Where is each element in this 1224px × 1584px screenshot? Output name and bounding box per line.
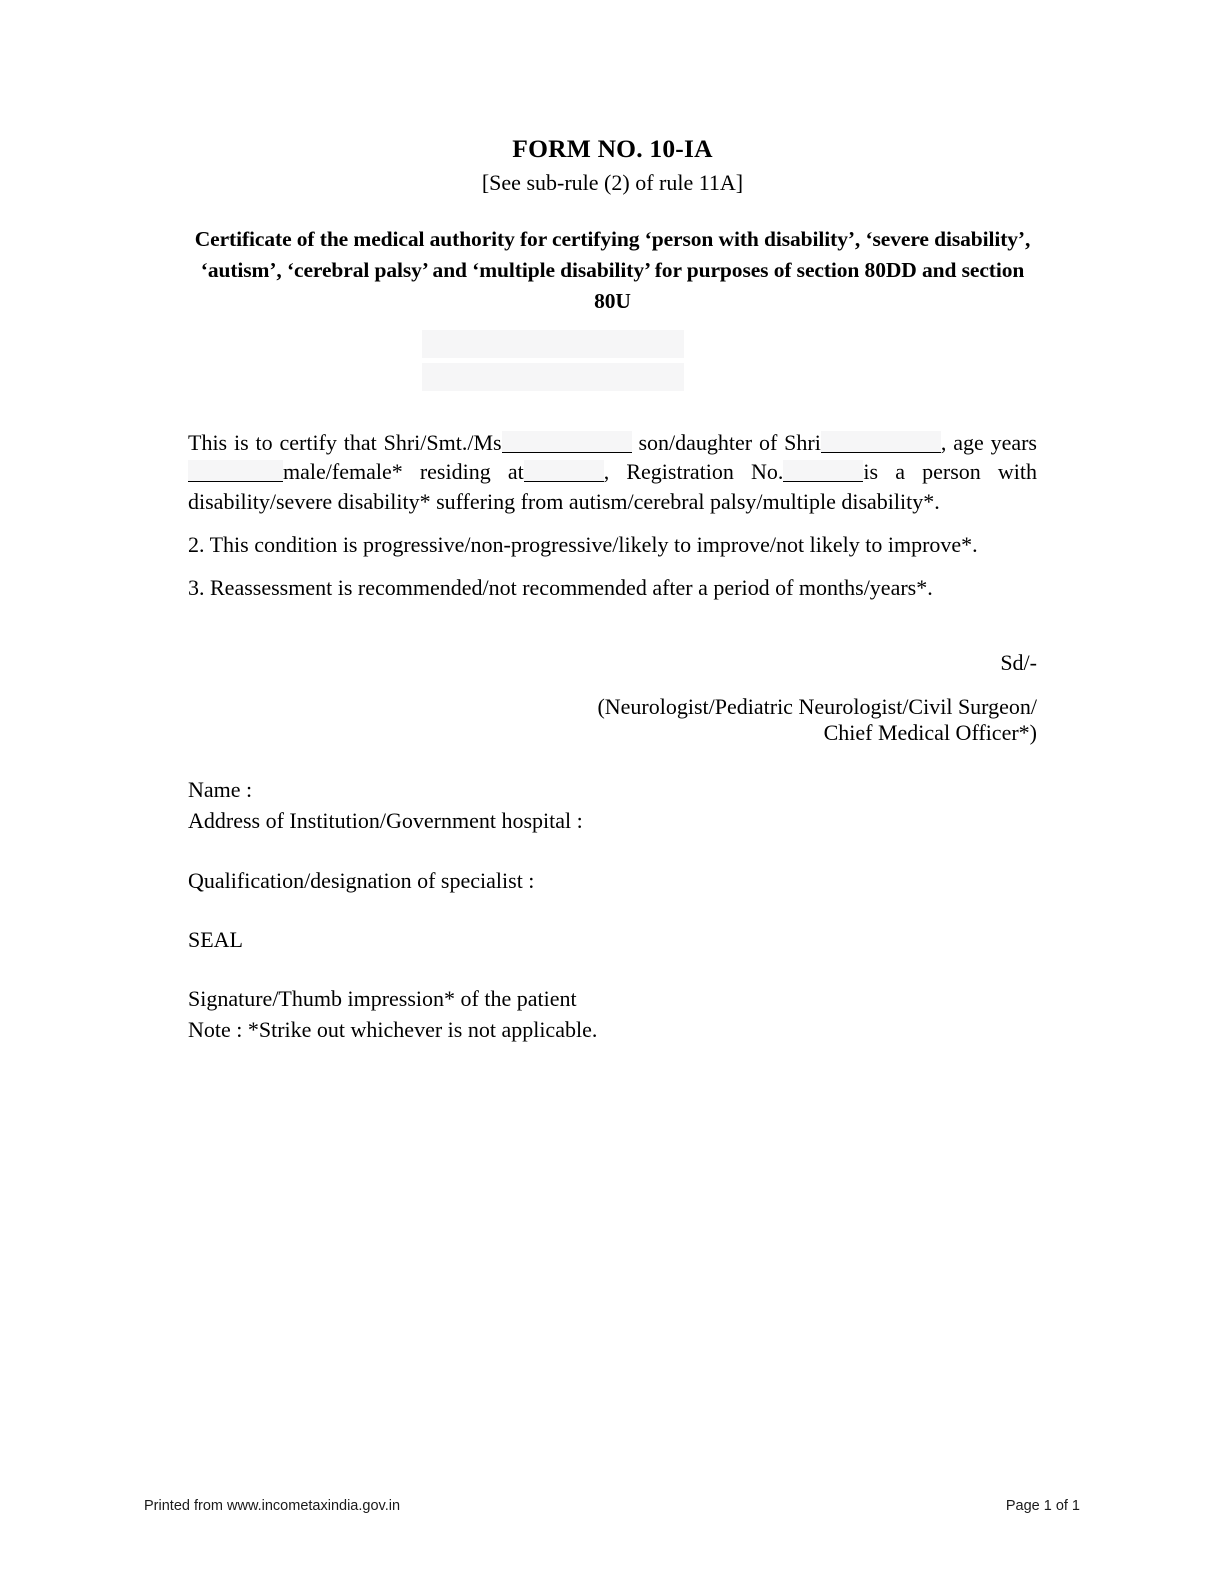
page-footer xyxy=(144,1498,1080,1514)
certify-segment-5: , Registration No. xyxy=(603,459,784,485)
certificate-no-input[interactable] xyxy=(422,330,684,358)
father-name-blank[interactable] xyxy=(821,431,941,453)
name-blank[interactable] xyxy=(502,431,632,453)
date-row xyxy=(188,360,1037,393)
footer-source: Printed from www.incometaxindia.gov.in xyxy=(144,1498,401,1514)
spacer-3 xyxy=(188,955,1037,983)
signatory-role-line-2: Chief Medical Officer*) xyxy=(823,720,1037,746)
certify-segment-6: is a person with disability/severe disability* suffering from autism/cerebral palsy/multiple disability*. xyxy=(188,459,1038,514)
certificate-meta-block xyxy=(188,327,1037,393)
note-label: Note : *Strike out whichever is not applicable. xyxy=(188,1017,598,1043)
address-label: Address of Institution/Government hospital : xyxy=(188,808,583,834)
certify-segment-3: , age years xyxy=(940,430,1037,456)
patient-signature-label: Signature/Thumb impression* of the patient xyxy=(188,986,577,1012)
form-heading: Certificate of the medical authority for certifying ‘person with disability’, ‘severe disability’, ‘autism’, ‘cerebral palsy’ and ‘multiple disability’ for purposes of section 80DD and section 80U xyxy=(194,227,1031,313)
signature-block xyxy=(188,650,1037,746)
certificate-no-row xyxy=(188,327,1037,360)
certify-segment-2: son/daughter of Shri xyxy=(631,430,821,456)
footer-page-number: Page 1 of 1 xyxy=(1005,1498,1080,1514)
certificate-no-label xyxy=(188,331,422,357)
condition-paragraph: 2. This condition is progressive/non-progressive/likely to improve/not likely to improve*. xyxy=(188,531,978,557)
registration-no-blank[interactable] xyxy=(783,460,863,482)
seal-label: SEAL xyxy=(188,926,243,952)
form-subtitle: [See sub-rule (2) of rule 11A] xyxy=(481,170,744,196)
reassessment-paragraph: 3. Reassessment is recommended/not recommended after a period of months/years*. xyxy=(188,575,933,601)
name-label: Name : xyxy=(188,777,253,803)
signatory-role xyxy=(188,694,1037,746)
spacer-2 xyxy=(188,896,1037,924)
date-label xyxy=(188,364,422,390)
form-title: FORM NO. 10-IA xyxy=(512,134,713,163)
signed-label: Sd/- xyxy=(1000,650,1037,676)
age-blank[interactable] xyxy=(188,460,283,482)
body-block xyxy=(188,428,1037,602)
authority-details-block xyxy=(188,774,1037,1045)
spacer-1 xyxy=(188,837,1037,865)
signatory-role-line-1: (Neurologist/Pediatric Neurologist/Civil Surgeon/ xyxy=(597,694,1037,720)
certify-paragraph xyxy=(188,428,1037,516)
certify-segment-4: male/female* residing at xyxy=(283,459,524,485)
qualification-label: Qualification/designation of specialist : xyxy=(188,867,535,893)
residing-blank[interactable] xyxy=(524,460,604,482)
certify-segment-1: This is to certify that Shri/Smt./Ms xyxy=(188,430,502,456)
date-input[interactable] xyxy=(422,363,684,391)
document-content xyxy=(188,0,1037,1046)
